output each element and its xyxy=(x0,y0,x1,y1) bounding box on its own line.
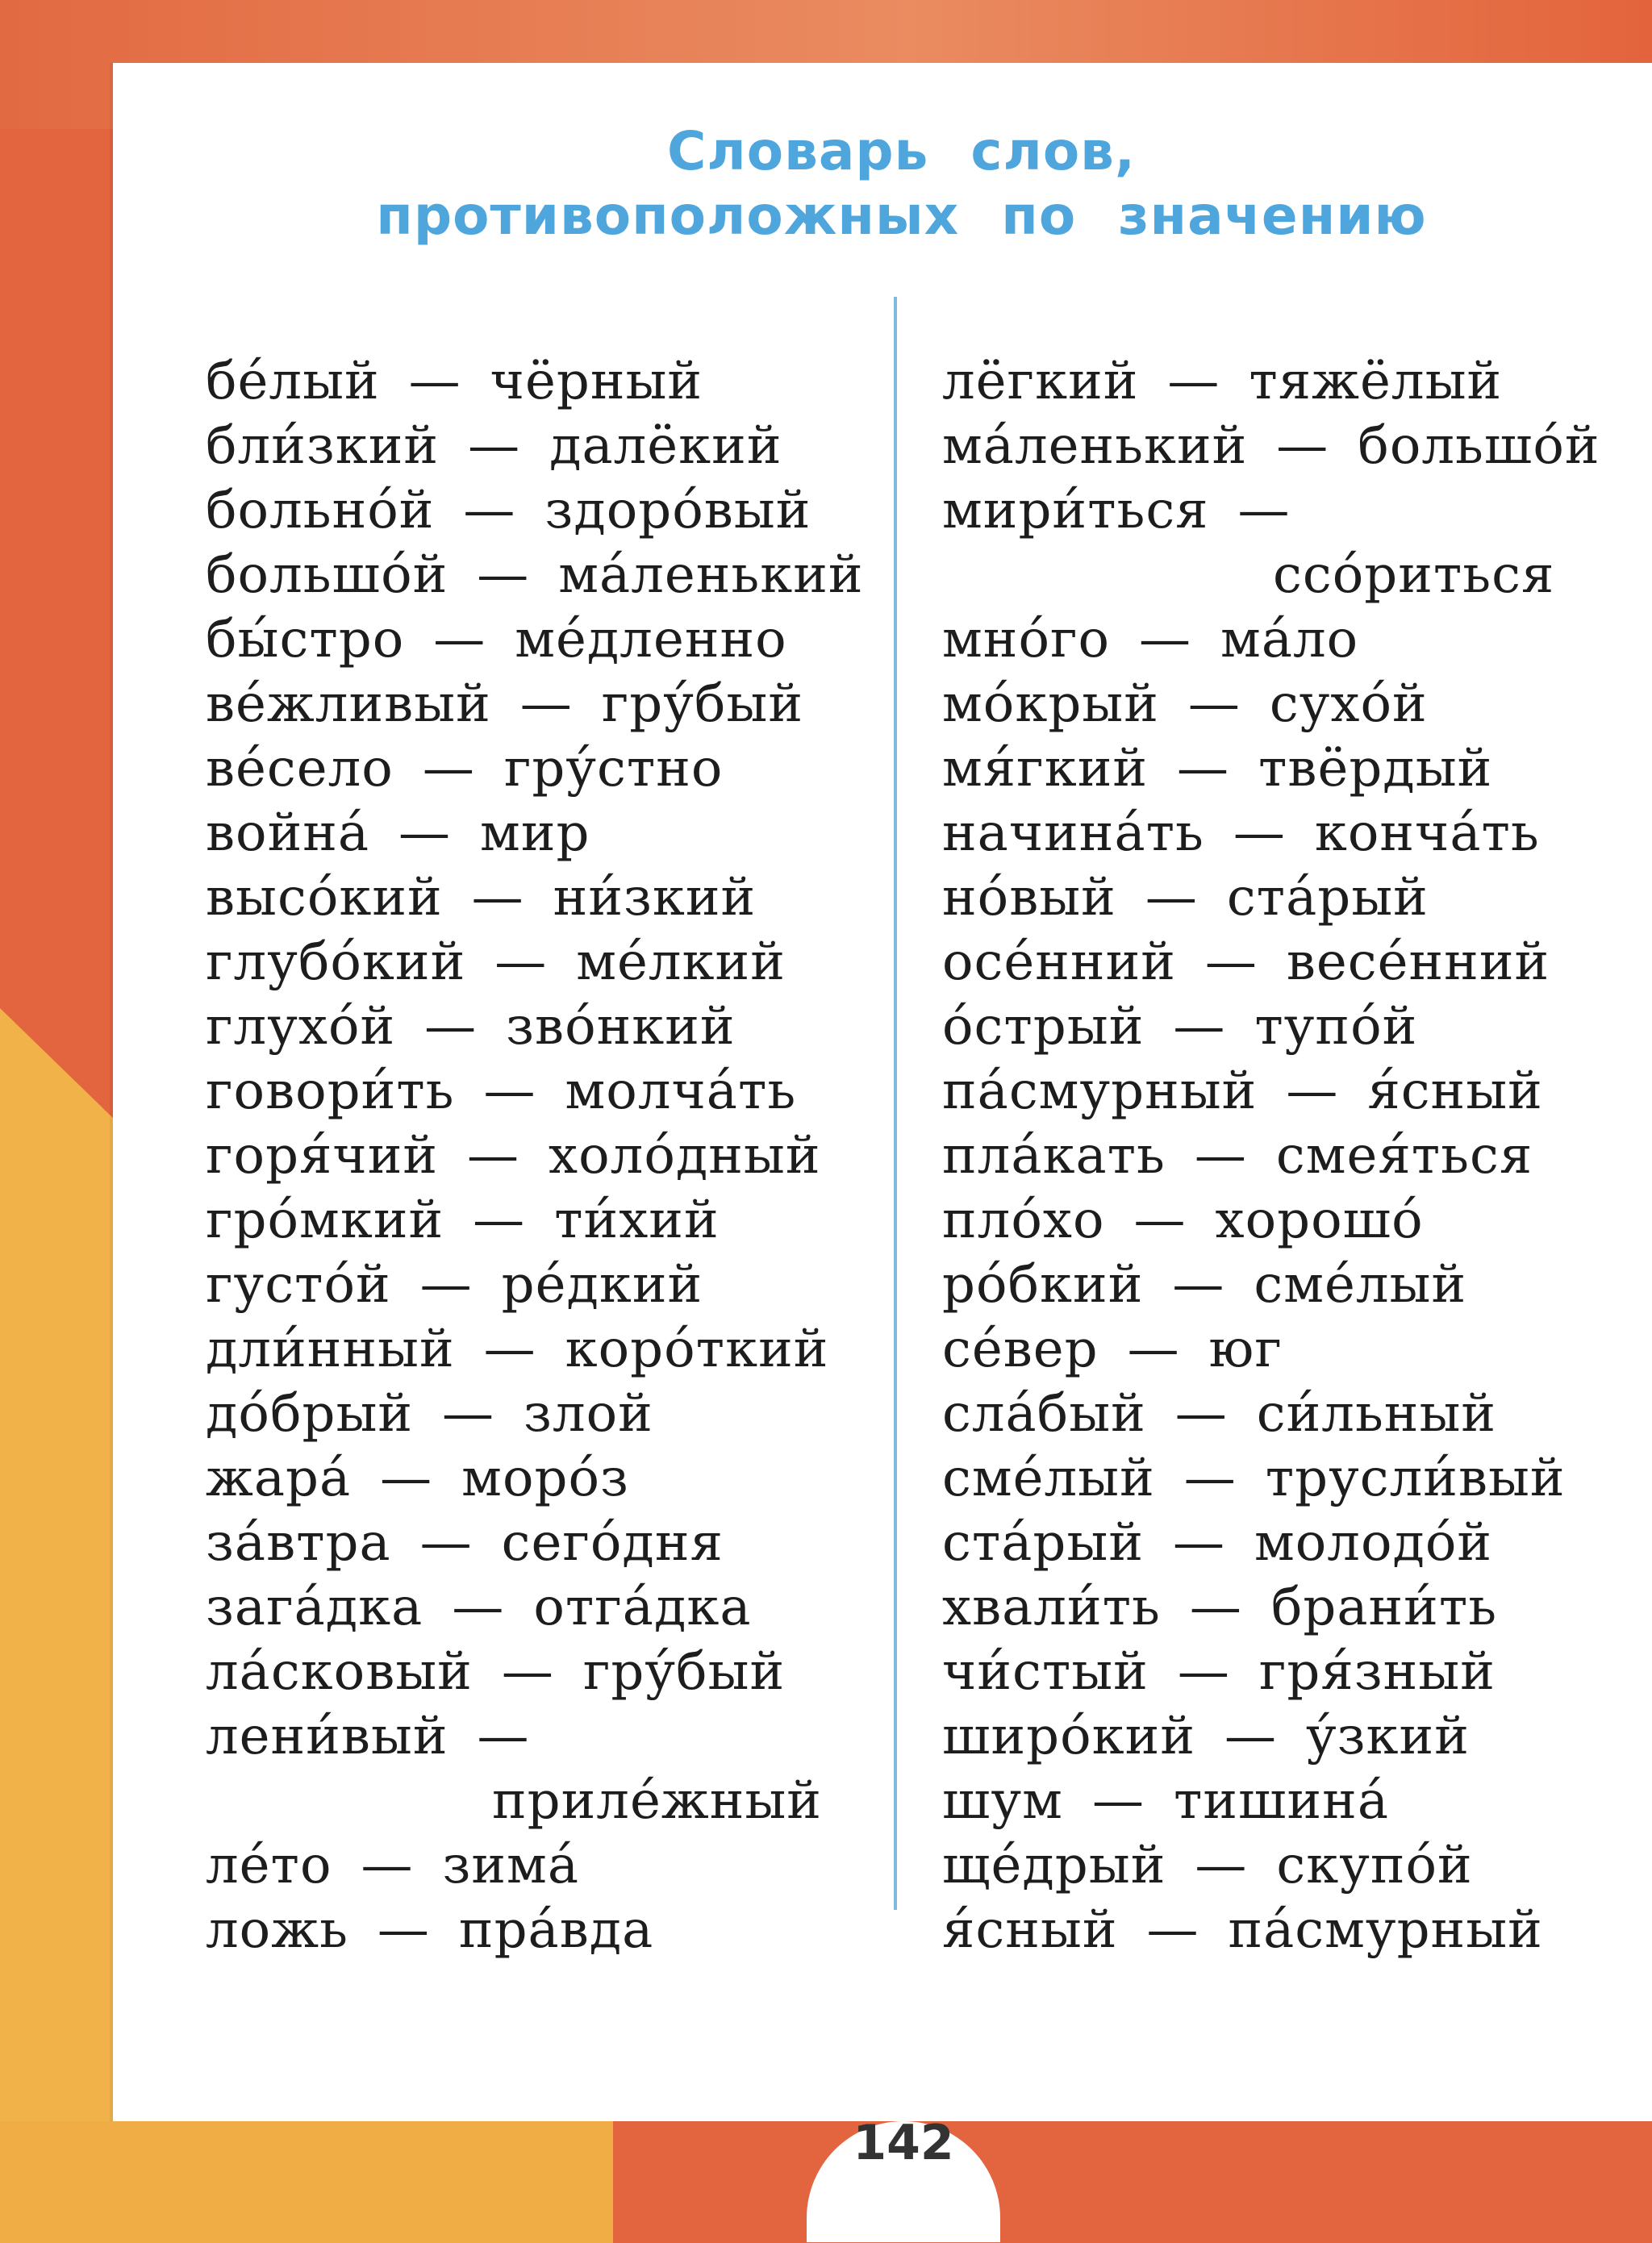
dash-separator: — xyxy=(1237,481,1291,540)
antonym-pair xyxy=(206,1253,875,1317)
word: ма́ленький xyxy=(942,416,1248,476)
title-line-1: Словарь слов, xyxy=(666,120,1137,182)
dash-separator: — xyxy=(468,416,521,476)
word: война́ xyxy=(206,803,370,863)
word: бе́лый xyxy=(206,352,380,411)
antonym-pair xyxy=(206,1833,875,1898)
dash-separator: — xyxy=(424,997,478,1057)
antonym-word: весе́нний xyxy=(1286,932,1550,992)
antonym-pair xyxy=(206,1898,875,1962)
book-page xyxy=(113,63,1652,2121)
antonym-word: чёрный xyxy=(490,352,703,411)
dash-separator: — xyxy=(1173,997,1226,1057)
dash-separator: — xyxy=(1172,1255,1225,1315)
antonym-pair xyxy=(942,1833,1652,1898)
antonym-word: гру́стно xyxy=(503,739,724,798)
antonym-pair xyxy=(942,607,1652,672)
dash-separator: — xyxy=(483,1320,536,1379)
antonym-pair xyxy=(206,1511,875,1575)
antonym-word: гру́бый xyxy=(601,674,803,734)
dash-separator: — xyxy=(1091,1771,1145,1831)
antonym-pair xyxy=(942,1511,1652,1575)
antonym-word: коро́ткий xyxy=(565,1320,829,1379)
word: жара́ xyxy=(206,1449,352,1508)
antonym-pair xyxy=(206,1575,875,1640)
word: ле́то xyxy=(206,1836,332,1895)
dash-separator: — xyxy=(408,352,461,411)
antonym-pair xyxy=(942,1769,1652,1833)
antonym-word: тишина́ xyxy=(1173,1771,1389,1831)
antonym-pair xyxy=(206,994,875,1059)
antonym-pair xyxy=(942,1317,1652,1382)
dash-separator: — xyxy=(1127,1320,1180,1379)
antonym-word: ма́ло xyxy=(1220,610,1359,669)
dash-separator: — xyxy=(1177,1642,1230,1702)
dash-separator: — xyxy=(1174,1384,1228,1444)
dash-separator: — xyxy=(1194,1126,1247,1186)
right-word-column xyxy=(942,349,1652,1962)
antonym-pair xyxy=(206,1640,875,1704)
antonym-pair xyxy=(206,801,875,865)
antonym-word: сухо́й xyxy=(1269,674,1428,734)
dash-separator: — xyxy=(442,1384,495,1444)
antonym-pair xyxy=(942,349,1652,414)
word: начина́ть xyxy=(942,803,1204,863)
dash-separator: — xyxy=(419,1255,473,1315)
antonym-pair xyxy=(942,672,1652,736)
dash-separator: — xyxy=(494,932,548,992)
antonym-pair xyxy=(206,1704,875,1769)
antonym-word: юг xyxy=(1208,1320,1283,1379)
antonym-pair xyxy=(206,672,875,736)
antonym-pair xyxy=(942,1253,1652,1317)
antonym-pair xyxy=(206,865,875,930)
word: о́стрый xyxy=(942,997,1145,1057)
word: гро́мкий xyxy=(206,1190,444,1250)
antonym-pair xyxy=(206,1317,875,1382)
dash-separator: — xyxy=(473,1190,526,1250)
dash-separator: — xyxy=(1133,1190,1187,1250)
left-word-column xyxy=(206,349,875,1962)
antonym-word: злой xyxy=(524,1384,653,1444)
dash-separator: — xyxy=(519,674,573,734)
dash-separator: — xyxy=(1172,1513,1225,1573)
dash-separator: — xyxy=(361,1836,414,1895)
antonym-word: ти́хий xyxy=(554,1190,720,1250)
antonym-pair xyxy=(942,1124,1652,1188)
word: па́смурный xyxy=(942,1061,1258,1121)
word: ста́рый xyxy=(942,1513,1144,1573)
antonym-word: холо́дный xyxy=(549,1126,821,1186)
antonym-word: зво́нкий xyxy=(506,997,736,1057)
antonym-pair xyxy=(942,414,1652,478)
antonym-pair xyxy=(206,414,875,478)
word: бли́зкий xyxy=(206,416,440,476)
antonym-word: мир xyxy=(480,803,590,863)
antonym-word: си́льный xyxy=(1256,1384,1497,1444)
antonym-word: ссо́риться xyxy=(1273,545,1555,605)
word: глухо́й xyxy=(206,997,396,1057)
antonym-pair xyxy=(206,349,875,414)
word: за́втра xyxy=(206,1513,391,1573)
dash-separator: — xyxy=(483,1061,536,1121)
antonym-pair xyxy=(206,1188,875,1253)
dash-separator: — xyxy=(1145,868,1198,928)
word: шум xyxy=(942,1771,1063,1831)
antonym-word: хорошо́ xyxy=(1215,1190,1424,1250)
word: высо́кий xyxy=(206,868,443,928)
dash-separator: — xyxy=(463,481,516,540)
word: большо́й xyxy=(206,545,448,605)
antonym-pair xyxy=(942,994,1652,1059)
word: мя́гкий xyxy=(942,739,1148,798)
dash-separator: — xyxy=(467,1126,520,1186)
dash-separator: — xyxy=(1167,352,1220,411)
antonym-pair xyxy=(942,1704,1652,1769)
antonym-word: гря́зный xyxy=(1258,1642,1496,1702)
word: пло́хо xyxy=(942,1190,1105,1250)
antonym-word: ре́дкий xyxy=(501,1255,703,1315)
antonym-word: зима́ xyxy=(442,1836,579,1895)
dash-separator: — xyxy=(1276,416,1329,476)
antonym-pair xyxy=(942,801,1652,865)
word: осе́нний xyxy=(942,932,1176,992)
antonym-word: тупо́й xyxy=(1254,997,1418,1057)
antonym-word: па́смурный xyxy=(1228,1900,1543,1960)
antonym-pair xyxy=(942,1640,1652,1704)
antonym-pair xyxy=(206,478,875,543)
antonym-pair xyxy=(206,607,875,672)
antonym-pair xyxy=(206,930,875,994)
antonym-word: далёкий xyxy=(549,416,782,476)
word: мо́крый xyxy=(942,674,1159,734)
antonym-pair xyxy=(942,1059,1652,1124)
word: сла́бый xyxy=(942,1384,1146,1444)
column-divider xyxy=(894,297,897,1910)
dash-separator: — xyxy=(1189,1578,1242,1637)
dash-separator: — xyxy=(1233,803,1286,863)
antonym-pair xyxy=(206,1124,875,1188)
dash-separator: — xyxy=(477,545,530,605)
antonym-word: ни́зкий xyxy=(553,868,757,928)
antonym-word: ме́лкий xyxy=(576,932,786,992)
antonym-pair xyxy=(206,1059,875,1124)
dash-separator: — xyxy=(1139,610,1192,669)
antonym-word: конча́ть xyxy=(1314,803,1540,863)
antonym-pair-continuation xyxy=(206,1769,875,1833)
dash-separator: — xyxy=(419,1513,473,1573)
word: до́брый xyxy=(206,1384,414,1444)
dash-separator: — xyxy=(501,1642,554,1702)
dash-separator: — xyxy=(1195,1836,1248,1895)
antonym-pair xyxy=(942,865,1652,930)
antonym-word: ста́рый xyxy=(1226,868,1429,928)
word: широ́кий xyxy=(942,1707,1195,1766)
dash-separator: — xyxy=(1187,674,1241,734)
antonym-word: большо́й xyxy=(1358,416,1600,476)
antonym-pair xyxy=(942,1382,1652,1446)
word: хвали́ть xyxy=(942,1578,1161,1637)
dash-separator: — xyxy=(452,1578,505,1637)
background-bottom-yellow xyxy=(0,2121,613,2243)
antonym-pair xyxy=(206,1446,875,1511)
antonym-pair xyxy=(206,1382,875,1446)
antonym-word: твёрдый xyxy=(1258,739,1493,798)
antonym-word: молодо́й xyxy=(1254,1513,1493,1573)
dash-separator: — xyxy=(433,610,486,669)
title-line-2: противоположных по значению xyxy=(376,185,1427,247)
word: глубо́кий xyxy=(206,932,466,992)
word: ложь xyxy=(206,1900,348,1960)
word: говори́ть xyxy=(206,1061,455,1121)
page-number: 142 xyxy=(853,2115,954,2171)
antonym-word: брани́ть xyxy=(1270,1578,1498,1637)
antonym-word: трусли́вый xyxy=(1265,1449,1566,1508)
word: густо́й xyxy=(206,1255,391,1315)
dash-separator: — xyxy=(477,1707,530,1766)
word: се́вер xyxy=(942,1320,1099,1379)
word: сме́лый xyxy=(942,1449,1155,1508)
antonym-pair xyxy=(942,1188,1652,1253)
word: чи́стый xyxy=(942,1642,1149,1702)
dash-separator: — xyxy=(1146,1900,1199,1960)
antonym-pair xyxy=(942,478,1652,543)
word: пла́кать xyxy=(942,1126,1166,1186)
word: зага́дка xyxy=(206,1578,423,1637)
antonym-word: тяжёлый xyxy=(1249,352,1503,411)
word: лени́вый xyxy=(206,1707,448,1766)
dash-separator: — xyxy=(471,868,524,928)
word: мири́ться xyxy=(942,481,1209,540)
dash-separator: — xyxy=(1224,1707,1277,1766)
word: дли́нный xyxy=(206,1320,455,1379)
dash-separator: — xyxy=(398,803,452,863)
word: ве́село xyxy=(206,739,394,798)
dash-separator: — xyxy=(380,1449,433,1508)
antonym-word: ма́ленький xyxy=(558,545,864,605)
antonym-pair xyxy=(206,736,875,801)
dash-separator: — xyxy=(1204,932,1258,992)
word: ла́сковый xyxy=(206,1642,473,1702)
dash-separator: — xyxy=(377,1900,430,1960)
dash-separator: — xyxy=(1286,1061,1339,1121)
word: ве́жливый xyxy=(206,674,491,734)
antonym-pair xyxy=(942,930,1652,994)
antonym-word: я́сный xyxy=(1367,1061,1543,1121)
antonym-word: молча́ть xyxy=(565,1061,797,1121)
word: ще́дрый xyxy=(942,1836,1166,1895)
antonym-word: гру́бый xyxy=(582,1642,786,1702)
antonym-pair-continuation xyxy=(942,543,1652,607)
word: лёгкий xyxy=(942,352,1139,411)
antonym-word: приле́жный xyxy=(492,1771,822,1831)
antonym-pair xyxy=(942,1575,1652,1640)
antonym-word: у́зкий xyxy=(1305,1707,1470,1766)
antonym-pair xyxy=(942,1898,1652,1962)
antonym-word: скупо́й xyxy=(1276,1836,1473,1895)
antonym-word: здоро́вый xyxy=(544,481,811,540)
antonym-word: сме́лый xyxy=(1254,1255,1467,1315)
word: больно́й xyxy=(206,481,435,540)
word: я́сный xyxy=(942,1900,1118,1960)
antonym-pair xyxy=(206,543,875,607)
word: но́вый xyxy=(942,868,1116,928)
antonym-pair xyxy=(942,1446,1652,1511)
antonym-word: смея́ться xyxy=(1275,1126,1533,1186)
page-title xyxy=(113,119,1652,248)
antonym-word: пра́вда xyxy=(458,1900,654,1960)
antonym-word: отга́дка xyxy=(533,1578,752,1637)
word: мно́го xyxy=(942,610,1111,669)
word: ро́бкий xyxy=(942,1255,1144,1315)
antonym-word: сего́дня xyxy=(501,1513,724,1573)
dash-separator: — xyxy=(1183,1449,1237,1508)
antonym-word: моро́з xyxy=(461,1449,629,1508)
word: горя́чий xyxy=(206,1126,439,1186)
dash-separator: — xyxy=(422,739,475,798)
word: бы́стро xyxy=(206,610,405,669)
dash-separator: — xyxy=(1177,739,1229,798)
antonym-pair xyxy=(942,736,1652,801)
antonym-word: ме́дленно xyxy=(515,610,787,669)
